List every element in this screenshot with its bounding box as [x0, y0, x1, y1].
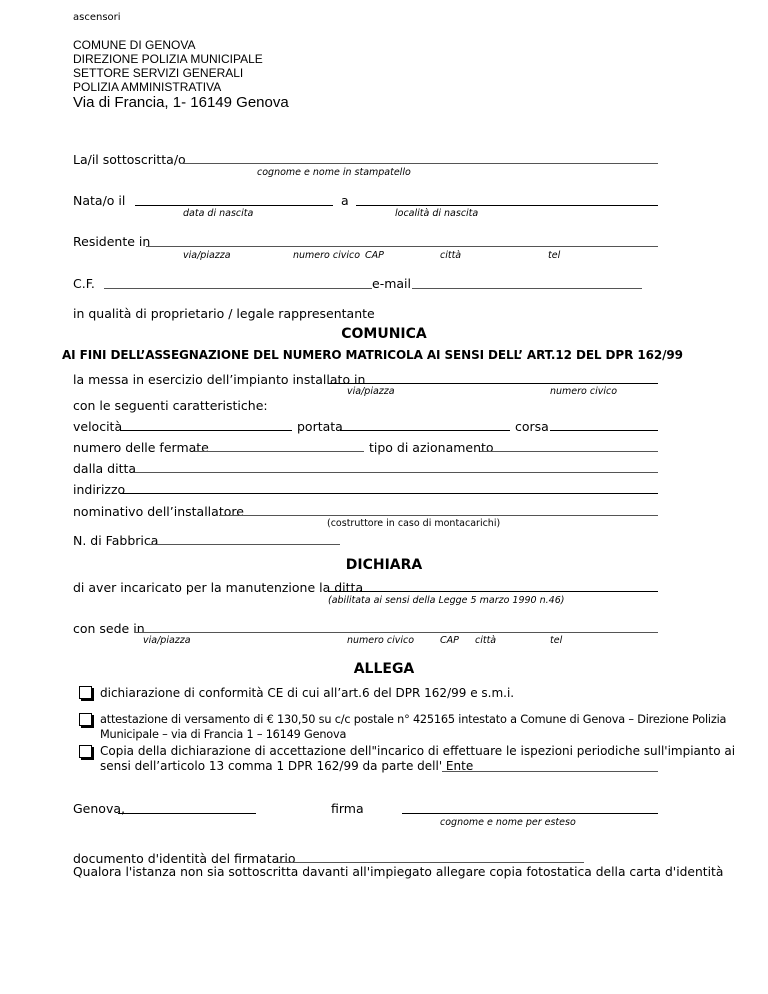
email-field[interactable] [412, 288, 642, 289]
header-address: Via di Francia, 1- 16149 Genova [73, 94, 289, 111]
allega-heading: ALLEGA [353, 661, 415, 677]
res-cap-hint: CAP [365, 250, 384, 261]
signature-hint: cognome e nome per esteso [440, 817, 576, 828]
id-copy-note: Qualora l'istanza non sia sottoscritta davanti all'impiegato allegare copia fotostatica della carta d'identità [73, 865, 724, 879]
attachment-payment-line2: Municipale – via di Francia 1 – 16149 Genova [100, 728, 347, 741]
capacity-field[interactable] [340, 430, 510, 431]
seat-street-hint: via/piazza [143, 635, 191, 646]
features-label: con le seguenti caratteristiche: [73, 398, 268, 413]
comunica-heading: COMUNICA [341, 326, 427, 342]
seat-number-hint: numero civico [347, 635, 415, 646]
checkbox-acceptance[interactable] [79, 745, 92, 758]
attachment-payment-line1: attestazione di versamento di € 130,50 su c/c postale n° 425165 intestato a Comune di Genova – Direzione Polizia [100, 713, 727, 726]
checkbox-payment[interactable] [79, 713, 92, 726]
speed-label: velocità [73, 419, 123, 434]
drive-label: tipo di azionamento [369, 440, 494, 455]
residence-field[interactable] [146, 246, 658, 247]
email-label: e-mail [372, 276, 411, 291]
date-field[interactable] [118, 813, 256, 814]
maintenance-hint: (abilitata ai sensi della Legge 5 marzo 1990 n.46) [328, 595, 565, 606]
maintenance-label: di aver incaricato per la manutenzione la ditta [73, 580, 364, 595]
maintenance-company-field[interactable] [328, 591, 658, 592]
speed-field[interactable] [120, 430, 292, 431]
install-label: la messa in esercizio dell’impianto installato in [73, 372, 366, 387]
res-number-hint: numero civico [293, 250, 361, 261]
company-field[interactable] [133, 472, 658, 473]
birthdate-hint: data di nascita [183, 208, 254, 219]
dichiara-heading: DICHIARA [345, 557, 423, 573]
checkbox-conformity[interactable] [79, 686, 92, 699]
company-address-label: indirizzo [73, 482, 126, 497]
attachment-acceptance-line2: sensi dell’articolo 13 comma 1 DPR 162/99 da parte dell' Ente [100, 759, 474, 773]
comunica-purpose: AI FINI DELL’ASSEGNAZIONE DEL NUMERO MATRICOLA AI SENSI DELL’ ART.12 DEL DPR 162/99 [62, 348, 683, 362]
drive-field[interactable] [480, 451, 658, 452]
install-street-hint: via/piazza [347, 386, 395, 397]
capacity-statement: in qualità di proprietario / legale rappresentante [73, 306, 375, 321]
header-municipality: COMUNE DI GENOVA [73, 38, 196, 52]
birthplace-hint: località di nascita [395, 208, 479, 219]
header-sector: SETTORE SERVIZI GENERALI [73, 66, 244, 80]
seat-cap-hint: CAP [440, 635, 459, 646]
born-at-label: a [341, 193, 349, 208]
cf-label: C.F. [73, 276, 95, 291]
installer-hint: (costruttore in caso di montacarichi) [327, 518, 501, 529]
stops-label: numero delle fermate [73, 440, 209, 455]
res-city-hint: città [440, 250, 462, 261]
install-address-field[interactable] [328, 383, 658, 384]
id-document-label: documento d'identità del firmatario [73, 851, 296, 866]
birthdate-field[interactable] [135, 205, 333, 206]
name-hint: cognome e nome in stampatello [257, 167, 411, 178]
factory-number-label: N. di Fabbrica [73, 533, 159, 548]
stroke-field[interactable] [550, 430, 658, 431]
stops-field[interactable] [193, 451, 364, 452]
resident-label: Residente in [73, 234, 151, 249]
entity-field[interactable] [442, 771, 658, 772]
document-tag: ascensori [73, 12, 121, 23]
signature-label: firma [331, 801, 364, 816]
factory-number-field[interactable] [148, 544, 340, 545]
seat-tel-hint: tel [550, 635, 563, 646]
installer-label: nominativo dell’installatore [73, 504, 244, 519]
born-label: Nata/o il [73, 193, 126, 208]
header-office: POLIZIA AMMINISTRATIVA [73, 80, 222, 94]
installer-field[interactable] [219, 515, 658, 516]
company-address-field[interactable] [120, 493, 658, 494]
install-number-hint: numero civico [550, 386, 618, 397]
birthplace-field[interactable] [356, 205, 658, 206]
id-document-field[interactable] [276, 862, 584, 863]
res-street-hint: via/piazza [183, 250, 231, 261]
seat-label: con sede in [73, 621, 145, 636]
attachment-conformity: dichiarazione di conformità CE di cui all’art.6 del DPR 162/99 e s.m.i. [100, 686, 515, 700]
res-tel-hint: tel [548, 250, 561, 261]
stroke-label: corsa [515, 419, 549, 434]
attachment-acceptance-line1: Copia della dichiarazione di accettazione dell"incarico di effettuare le ispezioni periodiche sull'impianto ai [100, 744, 736, 758]
name-field[interactable] [180, 163, 658, 164]
place-label: Genova, [73, 801, 125, 816]
capacity-label: portata [297, 419, 343, 434]
company-label: dalla ditta [73, 461, 137, 476]
header-direction: DIREZIONE POLIZIA MUNICIPALE [73, 52, 263, 66]
signature-field[interactable] [402, 813, 658, 814]
cf-field[interactable] [104, 288, 372, 289]
seat-field[interactable] [135, 632, 658, 633]
seat-city-hint: città [475, 635, 497, 646]
name-label: La/il sottoscritta/o [73, 152, 186, 167]
